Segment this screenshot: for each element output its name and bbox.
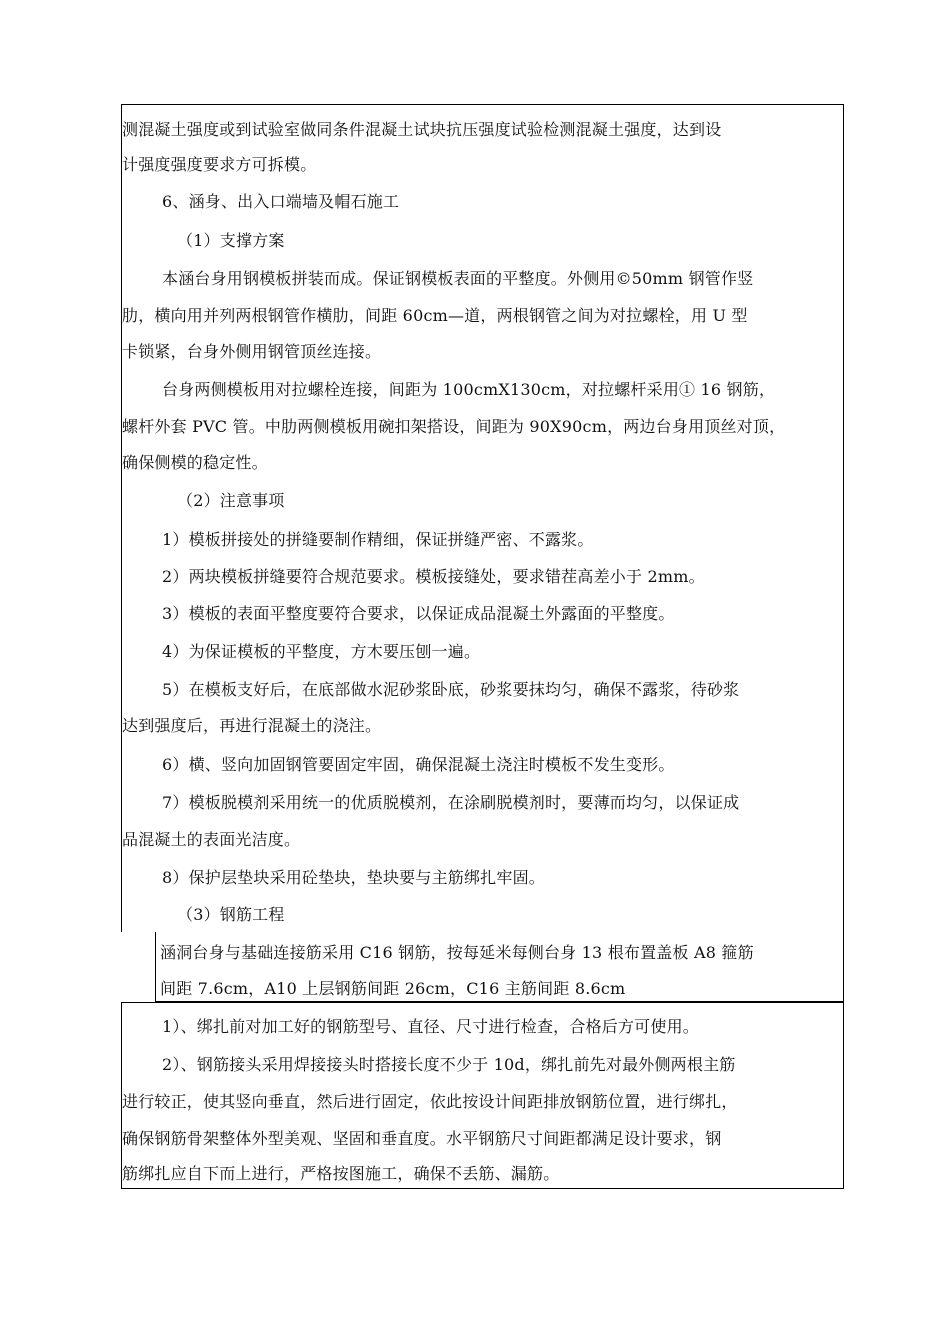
text-line: 达到强度后，再进行混凝土的浇注。 (122, 716, 382, 735)
text-line: 卡锁紧，台身外侧用钢管顶丝连接。 (122, 342, 382, 361)
list-item: 7）模板脱模剂采用统一的优质脱模剂，在涂刷脱模剂时，要薄而均匀，以保证成 (162, 793, 740, 812)
text-line: 确保侧模的稳定性。 (122, 453, 268, 472)
list-item: 4）为保证模板的平整度，方木要压刨一遍。 (162, 642, 481, 661)
list-item: 6）横、竖向加固钢管要固定牢固，确保混凝土浇注时模板不发生变形。 (162, 755, 675, 774)
list-item: 1）模板拼接处的拼缝要制作精细，保证拼缝严密、不露浆。 (162, 530, 594, 549)
subsection-heading: （3）钢筋工程 (177, 905, 285, 924)
subsection-heading: （1）支撑方案 (177, 231, 285, 250)
section-heading: 6、涵身、出入口端墙及帽石施工 (162, 192, 400, 211)
list-item: 5）在模板支好后，在底部做水泥砂浆卧底，砂浆要抹均匀，确保不露浆，待砂浆 (162, 680, 740, 699)
text-line: 肋，横向用并列两根钢管作横肋，间距 60cm—道，两根钢管之间为对拉螺栓，用 U 型 (122, 306, 748, 325)
text-line: 筋绑扎应自下而上进行，严格按图施工，确保不丢筋、漏筋。 (122, 1164, 560, 1183)
list-item: 2）两块模板拼缝要符合规范要求。模板接缝处，要求错茬高差小于 2mm。 (162, 567, 705, 586)
text-line: 确保钢筋骨架整体外型美观、坚固和垂直度。水平钢筋尺寸间距都满足设计要求，钢 (122, 1129, 722, 1148)
text-line: 测混凝土强度或到试验室做同条件混凝土试块抗压强度试验检测混凝土强度，达到设 (122, 120, 722, 139)
text-line: 本涵台身用钢模板拼装而成。保证钢模板表面的平整度。外侧用©50mm 钢管作竖 (162, 269, 754, 288)
text-line: 品混凝土的表面光洁度。 (122, 830, 301, 849)
list-item: 2）、钢筋接头采用焊接接头时搭接长度不少于 10d，绑扎前先对最外侧两根主筋 (162, 1055, 736, 1074)
text-line: 涵洞台身与基础连接筋采用 C16 钢筋，按每延米每侧台身 13 根布置盖板 A8 箍筋 (160, 943, 754, 962)
text-line: 进行较正，使其竖向垂直，然后进行固定，依此按设计间距排放钢筋位置，进行绑扎， (122, 1092, 738, 1111)
text-line: 计强度强度要求方可拆模。 (122, 155, 317, 174)
text-line: 间距 7.6cm，A10 上层钢筋间距 26cm，C16 主筋间距 8.6cm (160, 979, 626, 998)
text-line: 台身两侧模板用对拉螺栓连接，间距为 100cmX130cm，对拉螺杆采用① 16 钢筋， (162, 380, 776, 399)
list-item: 3）模板的表面平整度要符合要求，以保证成品混凝土外露面的平整度。 (162, 604, 675, 623)
list-item: 8）保护层垫块采用砼垫块，垫块要与主筋绑扎牢固。 (162, 868, 545, 887)
subsection-heading: （2）注意事项 (177, 491, 285, 510)
text-line: 螺杆外套 PVC 管。中肋两侧模板用碗扣架搭设，间距为 90X90cm，两边台身用顶丝对顶， (122, 417, 786, 436)
list-item: 1）、绑扎前对加工好的钢筋型号、直径、尺寸进行检查，合格后方可使用。 (162, 1017, 699, 1036)
